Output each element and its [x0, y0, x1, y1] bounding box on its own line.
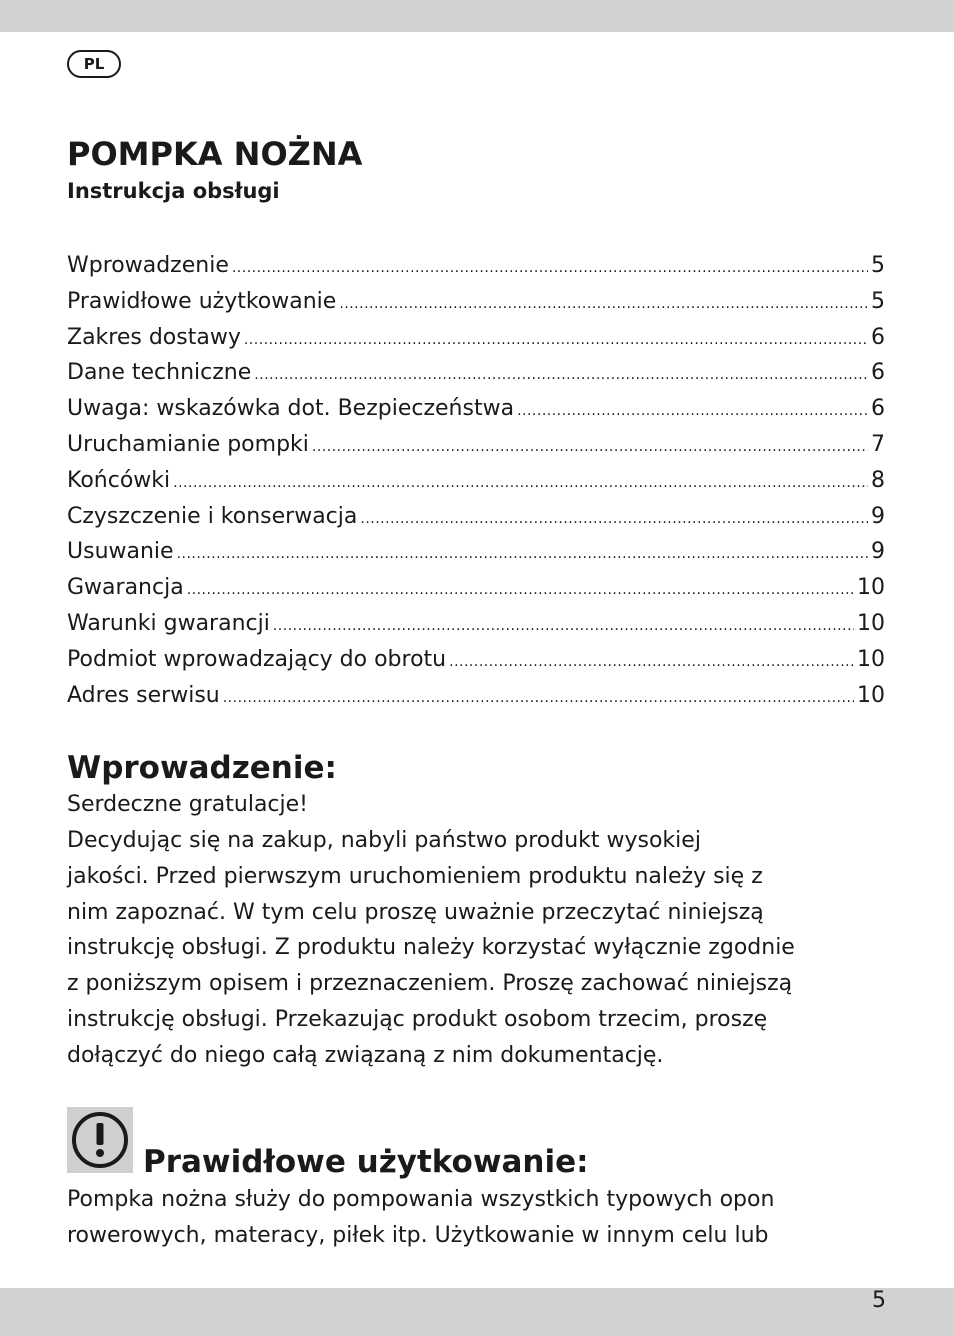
toc-page-number: 5: [871, 288, 885, 314]
toc-page-number: 8: [871, 467, 885, 493]
toc-page-number: 6: [871, 324, 885, 350]
toc-entry[interactable]: [67, 536, 885, 572]
toc-entry[interactable]: [67, 322, 885, 358]
language-badge: PL: [67, 50, 121, 78]
toc-label: Uruchamianie pompki: [67, 431, 309, 457]
toc-page-number: 6: [871, 360, 885, 386]
toc-entry[interactable]: [67, 572, 885, 608]
toc-entry[interactable]: [67, 680, 885, 716]
toc-dot-leader: [254, 359, 868, 391]
toc-dot-leader: [449, 646, 854, 678]
toc-label: Warunki gwarancji: [67, 610, 270, 636]
toc-dot-leader: [187, 574, 854, 606]
intro-line: nim zapoznać. W tym celu proszę uważnie przeczytać niniejszą: [67, 899, 764, 925]
toc-page-number: 7: [871, 431, 885, 457]
toc-page-number: 10: [857, 682, 885, 708]
intro-line: z poniższym opisem i przeznaczeniem. Proszę zachować niniejszą: [67, 971, 793, 997]
toc-entry[interactable]: [67, 250, 885, 286]
toc-dot-leader: [360, 503, 868, 535]
document-title: POMPKA NOŻNA: [67, 135, 363, 173]
toc-entry[interactable]: [67, 608, 885, 644]
toc-dot-leader: [244, 324, 868, 356]
toc-label: Prawidłowe użytkowanie: [67, 288, 337, 314]
toc-entry[interactable]: [67, 429, 885, 465]
toc-page-number: 10: [857, 575, 885, 601]
toc-dot-leader: [232, 252, 868, 284]
toc-entry[interactable]: [67, 357, 885, 393]
intro-heading: Wprowadzenie:: [67, 750, 337, 786]
intro-line: Decydując się na zakup, nabyli państwo produkt wysokiej: [67, 828, 701, 853]
usage-line: Pompka nożna służy do pompowania wszystkich typowych opon: [67, 1187, 775, 1212]
toc-dot-leader: [339, 288, 868, 320]
toc-label: Wprowadzenie: [67, 253, 229, 278]
toc-dot-leader: [312, 431, 868, 463]
usage-heading: Prawidłowe użytkowanie:: [143, 1144, 589, 1180]
usage-line: rowerowych, materacy, piłek itp. Użytkowanie w innym celu lub: [67, 1222, 769, 1248]
toc-page-number: 5: [871, 253, 885, 278]
toc-entry[interactable]: [67, 286, 885, 322]
toc-label: Gwarancja: [67, 575, 184, 601]
intro-paragraph: [67, 823, 867, 1074]
toc-dot-leader: [517, 395, 868, 427]
toc-label: Końcówki: [67, 467, 171, 493]
document-subtitle: Instrukcja obsługi: [67, 179, 280, 203]
toc-label: Dane techniczne: [67, 360, 252, 386]
page-number: 5: [872, 1288, 886, 1313]
toc-label: Podmiot wprowadzający do obrotu: [67, 646, 447, 672]
exclamation-circle-icon: [67, 1107, 133, 1173]
toc-page-number: 9: [871, 503, 885, 529]
toc-label: Usuwanie: [67, 539, 174, 565]
toc-label: Uwaga: wskazówka dot. Bezpieczeństwa: [67, 396, 515, 422]
intro-greeting: Serdeczne gratulacje!: [67, 792, 308, 817]
toc-dot-leader: [223, 682, 854, 714]
toc-entry[interactable]: [67, 393, 885, 429]
toc-label: Czyszczenie i konserwacja: [67, 503, 358, 529]
toc-entry[interactable]: [67, 501, 885, 537]
toc-entry[interactable]: [67, 644, 885, 680]
toc-dot-leader: [177, 538, 868, 570]
toc-page-number: 10: [857, 610, 885, 636]
toc-label: Zakres dostawy: [67, 324, 241, 350]
top-bar: [0, 0, 954, 32]
intro-line: dołączyć do niego całą związaną z nim dokumentację.: [67, 1042, 664, 1068]
bottom-bar: [0, 1288, 954, 1336]
intro-line: instrukcję obsługi. Z produktu należy korzystać wyłącznie zgodnie: [67, 935, 795, 961]
toc-page-number: 6: [871, 396, 885, 422]
usage-paragraph: [67, 1182, 867, 1254]
intro-line: instrukcję obsługi. Przekazując produkt osobom trzecim, proszę: [67, 1006, 768, 1032]
table-of-contents: [67, 250, 885, 715]
toc-entry[interactable]: [67, 465, 885, 501]
toc-page-number: 10: [857, 646, 885, 672]
toc-label: Adres serwisu: [67, 682, 220, 708]
toc-dot-leader: [173, 467, 868, 499]
toc-page-number: 9: [871, 539, 885, 565]
toc-dot-leader: [273, 610, 854, 642]
intro-line: jakości. Przed pierwszym uruchomieniem produktu należy się z: [67, 863, 763, 889]
